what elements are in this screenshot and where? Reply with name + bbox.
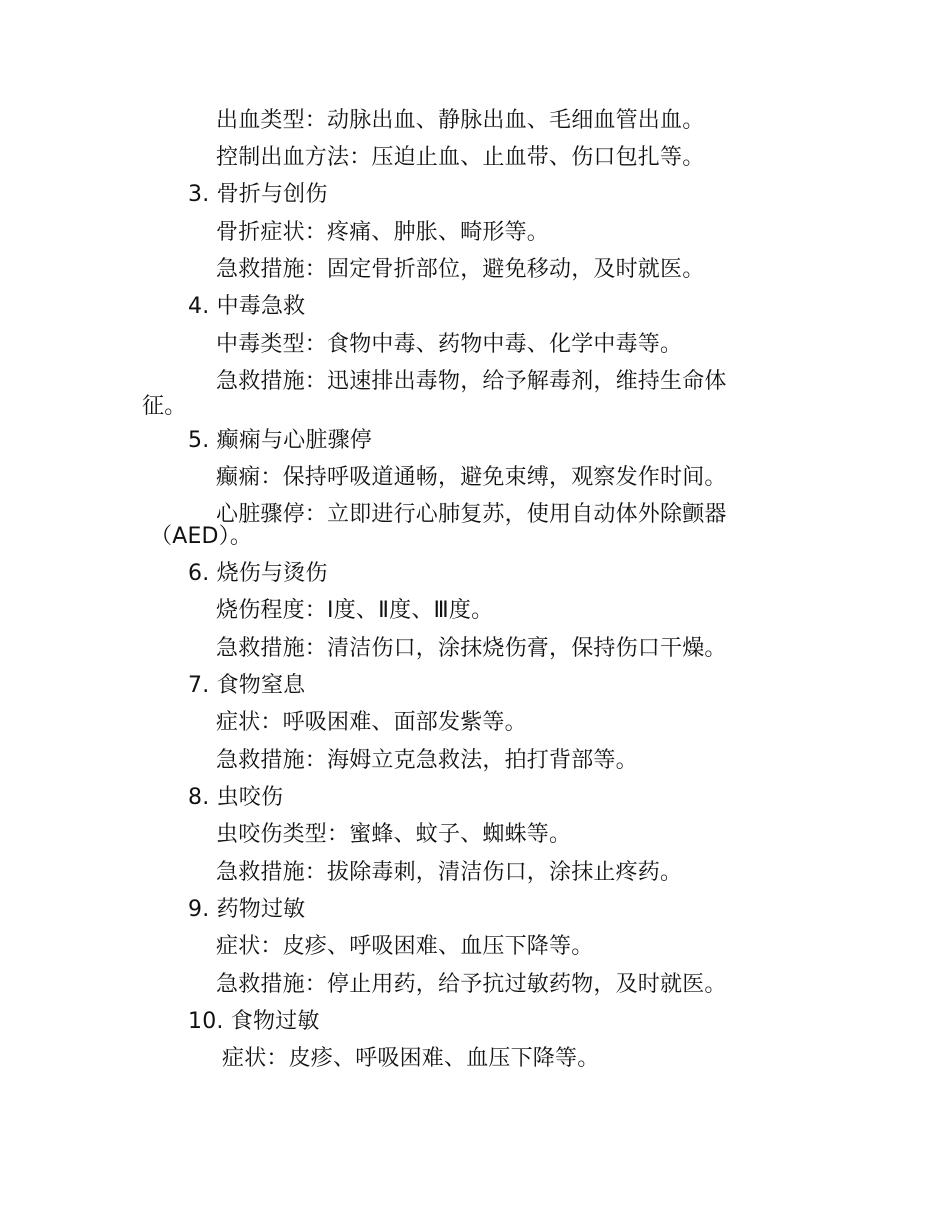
choking-measures-line: 急救措施：海姆立克急救法，拍打背部等。: [216, 748, 638, 773]
drug-allergy-symptoms-line: 症状：皮疹、呼吸困难、血压下降等。: [216, 934, 594, 959]
poison-measures-line: 急救措施：迅速排出毒物，给予解毒剂，维持生命体: [216, 369, 727, 394]
poison-types-line: 中毒类型：食物中毒、药物中毒、化学中毒等。: [216, 332, 683, 357]
epilepsy-line: 癫痫：保持呼吸道通畅，避免束缚，观察发作时间。: [216, 465, 727, 490]
insect-bite-types-line: 虫咬伤类型：蜜蜂、蚊子、蜘蛛等。: [216, 822, 572, 847]
bleeding-control-line: 控制出血方法：压迫止血、止血带、伤口包扎等。: [216, 145, 705, 170]
section-heading-10: 10. 食物过敏: [188, 1009, 320, 1034]
cardiac-arrest-wrap: （AED）。: [150, 524, 253, 549]
section-heading-3: 3. 骨折与创伤: [188, 182, 328, 207]
poison-measures-wrap: 征。: [142, 394, 187, 419]
section-heading-4: 4. 中毒急救: [188, 294, 306, 319]
cardiac-arrest-line: 心脏骤停：立即进行心肺复苏，使用自动体外除颤器: [216, 502, 727, 527]
section-heading-9: 9. 药物过敏: [188, 897, 306, 922]
drug-allergy-measures-line: 急救措施：停止用药，给予抗过敏药物，及时就医。: [216, 972, 727, 997]
section-heading-8: 8. 虫咬伤: [188, 785, 284, 810]
section-heading-6: 6. 烧伤与烫伤: [188, 561, 328, 586]
insect-bite-measures-line: 急救措施：拔除毒刺，清洁伤口，涂抹止疼药。: [216, 860, 683, 885]
burn-degree-line: 烧伤程度：Ⅰ度、Ⅱ度、Ⅲ度。: [216, 598, 494, 623]
fracture-symptoms-line: 骨折症状：疼痛、肿胀、畸形等。: [216, 220, 550, 245]
bleeding-types-line: 出血类型：动脉出血、静脉出血、毛细血管出血。: [216, 108, 705, 133]
section-heading-5: 5. 癫痫与心脏骤停: [188, 428, 372, 453]
section-heading-7: 7. 食物窒息: [188, 673, 306, 698]
fracture-measures-line: 急救措施：固定骨折部位，避免移动，及时就医。: [216, 257, 705, 282]
burn-measures-line: 急救措施：清洁伤口，涂抹烧伤膏，保持伤口干燥。: [216, 636, 727, 661]
food-allergy-symptoms-line: 症状：皮疹、呼吸困难、血压下降等。: [222, 1046, 600, 1071]
choking-symptoms-line: 症状：呼吸困难、面部发紫等。: [216, 710, 527, 735]
